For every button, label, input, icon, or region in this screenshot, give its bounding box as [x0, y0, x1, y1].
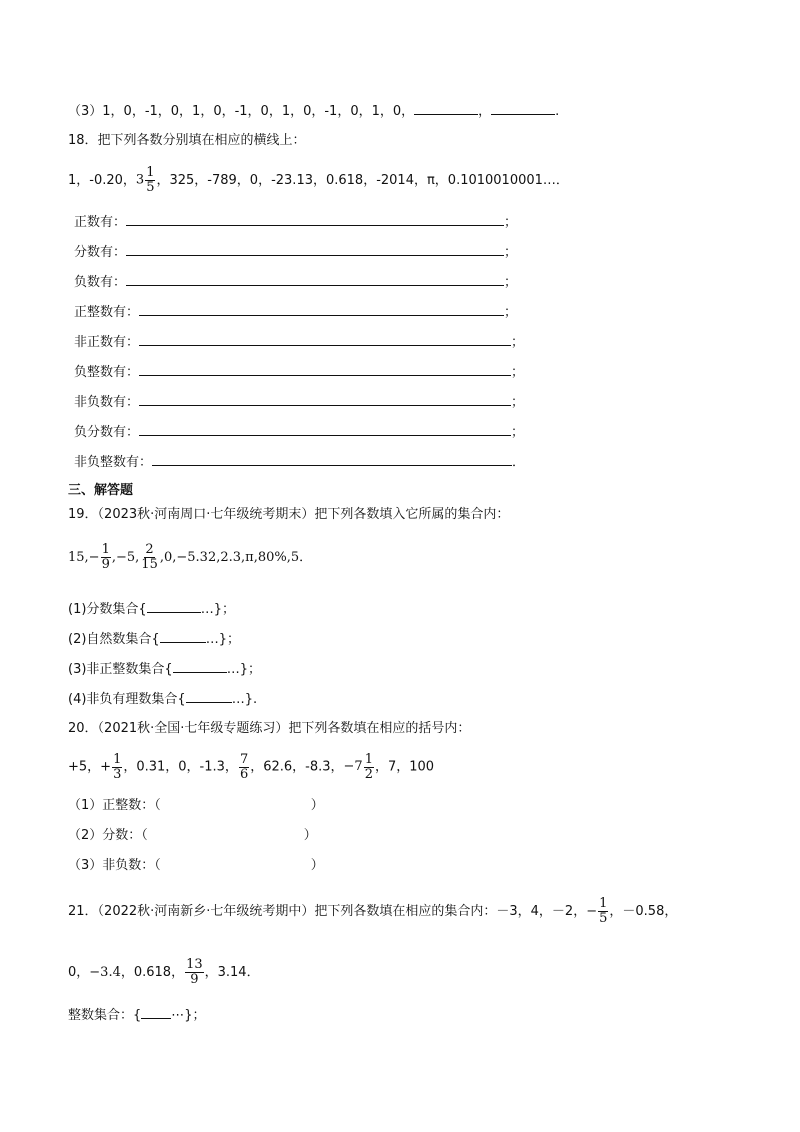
q18-row-3: 正整数有： ；: [74, 301, 517, 322]
q20-item-1: （1）正整数：（ ）: [68, 798, 324, 813]
row-label: 非正数有：: [74, 335, 140, 350]
section-title: 三、解答题: [68, 483, 134, 498]
q19-numbers: 15,− $\frac{1}{9}$ ,−5, $\frac{2}{15}$ ,0,−5.32,2.3,π,80%,5．: [68, 542, 313, 572]
answer-blank[interactable]: [139, 421, 511, 436]
row-label: 负分数有：: [74, 425, 140, 440]
row-label: 负数有：: [74, 275, 127, 290]
q19-item-3: (3)非正整数集合{ …}；: [68, 658, 261, 679]
fraction: $\frac{1}{2}$: [364, 751, 373, 782]
q18-row-1: 分数有： ；: [74, 241, 517, 262]
answer-blank[interactable]: [126, 241, 504, 256]
answer-blank[interactable]: [141, 1004, 171, 1019]
q19-item-4: (4)非负有理数集合{ …}.: [68, 688, 257, 709]
separator: ，: [478, 104, 492, 119]
fraction: $\frac{13}{9}$: [186, 957, 203, 987]
answer-blank[interactable]: [139, 391, 511, 406]
q18-row-2: 负数有： ；: [74, 271, 517, 292]
answer-blank[interactable]: [126, 271, 504, 286]
fraction: $\frac{1}{5}$: [146, 165, 155, 195]
answer-blank[interactable]: [173, 658, 227, 673]
q20-title: [68, 720, 470, 738]
q17-line3-text: （3）1，0，-1，0，1，0，-1，0，1，0，-1，0，1，0，: [68, 104, 415, 119]
q19-title: [68, 506, 509, 524]
answer-blank[interactable]: [147, 598, 201, 613]
answer-blank[interactable]: [139, 361, 511, 376]
question-title: 20．（2021秋·全国·七年级专题练习）把下列各数填在相应的括号内：: [68, 721, 471, 736]
answer-blank[interactable]: [126, 211, 504, 226]
row-label: 正整数有：: [74, 305, 140, 320]
answer-blank[interactable]: [139, 301, 504, 316]
q20-numbers: +5，+ $\frac{1}{3}$ ，0.31，0，-1.3， $\frac{7}{6}$ ，62.6，-8.3，−7 $\frac{1}{2}$ ，7，100: [68, 751, 435, 782]
answer-blank[interactable]: [152, 451, 512, 466]
q18-row-5: 负整数有： ；: [74, 361, 524, 382]
fraction: $\frac{1}{3}$: [113, 751, 122, 782]
q20-item-3: （3）非负数：（ ）: [68, 858, 324, 873]
row-label: 非负数有：: [74, 395, 140, 410]
q18-row-6: 非负数有： ；: [74, 391, 524, 412]
question-title: 19．（2023秋·河南周口·七年级统考期末）把下列各数填入它所属的集合内：: [68, 507, 510, 522]
fraction: $\frac{1}{5}$: [599, 896, 608, 926]
q18-title: [68, 132, 306, 150]
period: .: [555, 104, 560, 119]
q21-title: 21．（2022秋·河南新乡·七年级统考期中）把下列各数填在相应的集合内：－3，4，－2，− $\frac{1}{5}$ ，－0.58，: [68, 896, 678, 926]
q17-line3: [68, 100, 559, 121]
answer-blank[interactable]: [491, 100, 555, 115]
q18-numbers: [68, 166, 569, 195]
q19-item-2: (2)自然数集合{ …}；: [68, 628, 240, 649]
mixed-number-whole: −7: [343, 759, 363, 774]
answer-blank[interactable]: [160, 628, 206, 643]
question-title: 18．把下列各数分别填在相应的横线上：: [68, 133, 306, 148]
q20-item-2: （2）分数：（ ）: [68, 828, 317, 843]
row-label: 分数有：: [74, 245, 127, 260]
q21-set: 整数集合：{ ⋯}；: [68, 1004, 206, 1025]
fraction: $\frac{7}{6}$: [239, 751, 249, 782]
number-list: 1，-0.20，: [68, 173, 136, 188]
repeating-decimal: −3.4̇: [89, 965, 121, 980]
q21-numbers: 0，−3.4̇，0.618， $\frac{13}{9}$ ，3.14．: [68, 957, 260, 987]
mixed-number-whole: 3: [135, 172, 145, 188]
row-label: 正数有：: [74, 215, 127, 230]
fraction: $\frac{1}{9}$: [101, 542, 110, 572]
row-label: 非负整数有：: [74, 455, 153, 470]
q18-row-8: 非负整数有： ．: [74, 451, 525, 472]
q19-item-1: (1)分数集合{ …}；: [68, 598, 235, 619]
row-label: 负整数有：: [74, 365, 140, 380]
number-list: ，325，-789，0，-23.13，0.618，-2014，π，0.1010010001…．: [156, 173, 569, 188]
fraction: $\frac{2}{15}$: [141, 542, 158, 572]
q18-row-0: 正数有： ；: [74, 211, 517, 232]
q18-row-4: 非正数有： ；: [74, 331, 524, 352]
q18-row-7: 负分数有： ；: [74, 421, 524, 442]
answer-blank[interactable]: [414, 100, 478, 115]
answer-blank[interactable]: [139, 331, 511, 346]
question-title: 21．（2022秋·河南新乡·七年级统考期中）把下列各数填在相应的集合内：－3，4，－2，: [68, 904, 587, 919]
answer-blank[interactable]: [186, 688, 232, 703]
